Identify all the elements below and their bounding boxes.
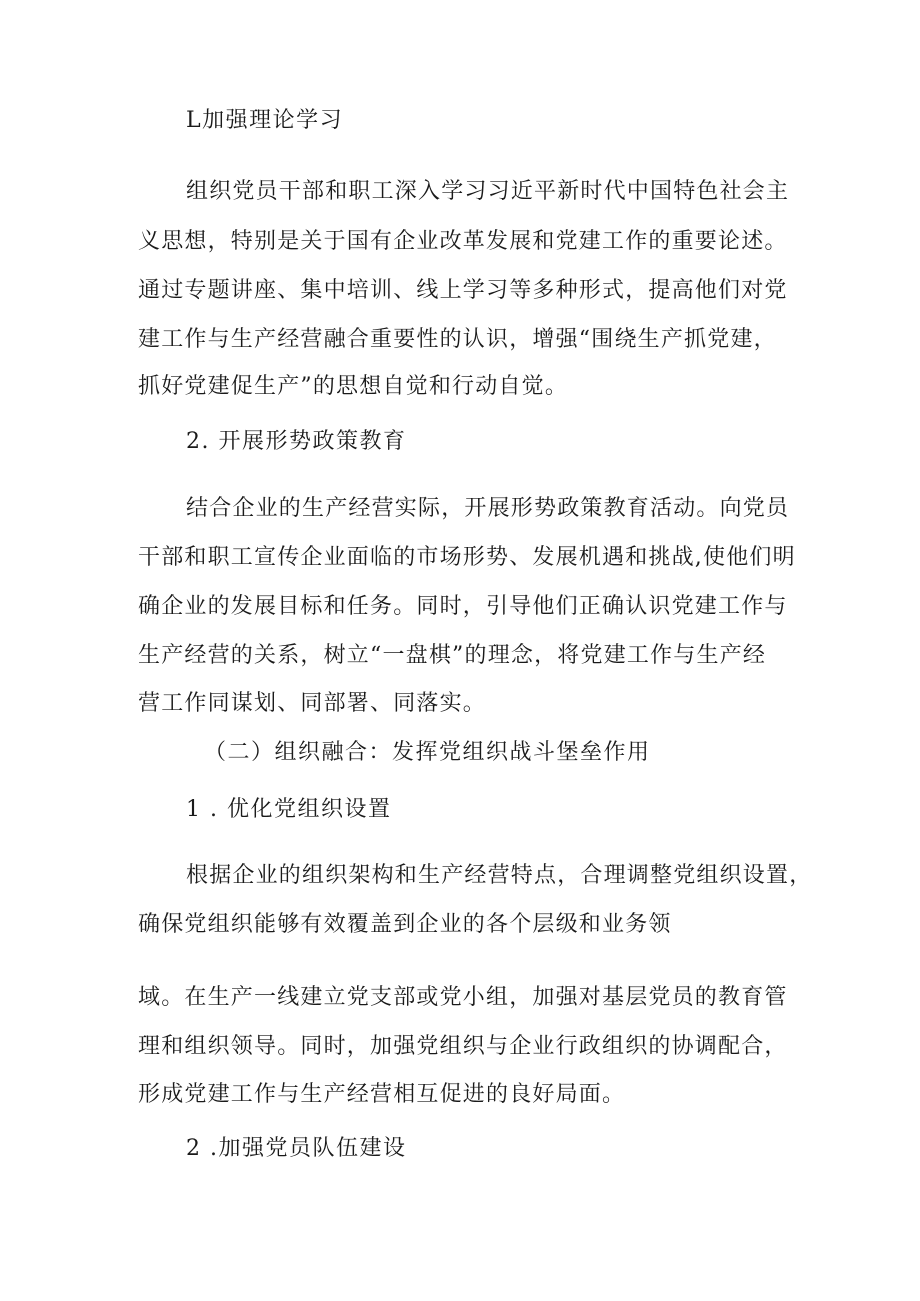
- paragraph-line: 组织党员干部和职工深入学习习近平新时代中国特色社会主: [186, 179, 790, 204]
- paragraph-line: 确保党组织能够有效覆盖到企业的各个层级和业务领: [138, 912, 672, 937]
- paragraph-line: 结合企业的生产经营实际，开展形势政策教育活动。向党员: [186, 496, 790, 521]
- paragraph-line: 域。在生产一线建立党支部或党小组，加强对基层党员的教育管: [138, 985, 788, 1010]
- section-heading-organizational-integration: （二）组织融合：发挥党组织战斗堡垒作用: [204, 740, 651, 765]
- paragraph-line: 形成党建工作与生产经营相互促进的良好局面。: [138, 1082, 626, 1107]
- paragraph-line: 义思想，特别是关于国有企业改革发展和党建工作的重要论述。: [138, 229, 788, 254]
- heading-party-member-team-building: 2 .加强党员队伍建设: [186, 1136, 407, 1161]
- heading-situation-policy-education: 2. 开展形势政策教育: [186, 429, 407, 454]
- paragraph-line: 干部和职工宣传企业面临的市场形势、发展机遇和挑战,使他们明: [138, 545, 796, 570]
- heading-optimize-party-organization: 1 . 优化党组织设置: [186, 797, 392, 822]
- heading-strengthen-theory-study: L加强理论学习: [186, 108, 344, 133]
- paragraph-line: 通过专题讲座、集中培训、线上学习等多种形式，提高他们对党: [138, 278, 788, 303]
- paragraph-line: 理和组织领导。同时，加强党组织与企业行政组织的协调配合，: [138, 1034, 788, 1059]
- paragraph-line: 根据企业的组织架构和生产经营特点，合理调整党组织设置，: [186, 863, 813, 888]
- paragraph-line: 确企业的发展目标和任务。同时，引导他们正确认识党建工作与: [138, 594, 788, 619]
- paragraph-line: 抓好党建促生产”的思想自觉和行动自觉。: [138, 374, 569, 399]
- paragraph-line: 营工作同谋划、同部署、同落实。: [138, 691, 487, 716]
- paragraph-line: 生产经营的关系，树立“一盘棋”的理念，将党建工作与生产经: [138, 643, 767, 668]
- paragraph-line: 建工作与生产经营融合重要性的认识，增强“围绕生产抓党建，: [138, 327, 777, 352]
